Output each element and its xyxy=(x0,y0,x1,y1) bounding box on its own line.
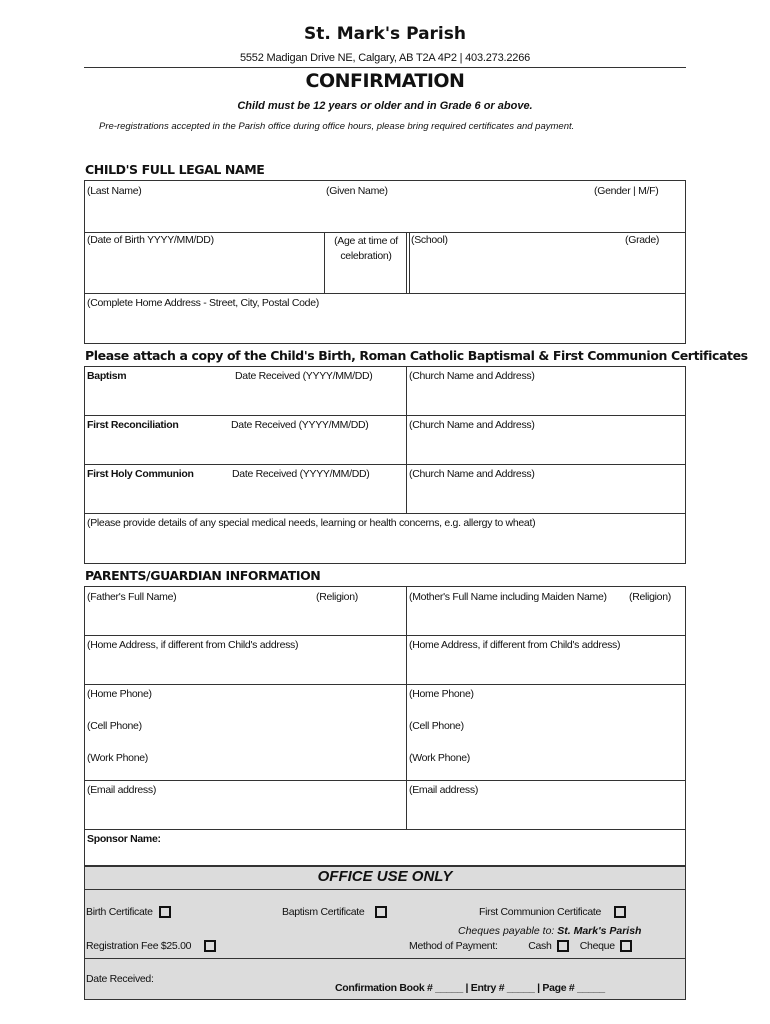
sacraments-box xyxy=(84,366,686,564)
registration-fee-label: Registration Fee $25.00 xyxy=(86,940,192,952)
reconciliation-label: First Reconciliation xyxy=(87,419,179,431)
baptism-certificate-item xyxy=(282,906,387,918)
baptism-certificate-label: Baptism Certificate xyxy=(282,906,365,918)
baptism-church-field[interactable]: (Church Name and Address) xyxy=(409,370,535,382)
divider xyxy=(84,889,686,890)
baptism-date-field[interactable]: Date Received (YYYY/MM/DD) xyxy=(235,370,373,382)
communion-certificate-label: First Communion Certificate xyxy=(479,906,602,918)
communion-church-field[interactable]: (Church Name and Address) xyxy=(409,468,535,480)
cheque-label: Cheque xyxy=(579,940,615,952)
cheques-prefix: Cheques payable to: xyxy=(458,925,558,937)
cheques-payable-note xyxy=(458,925,641,937)
father-work-phone-field[interactable]: (Work Phone) xyxy=(87,752,148,764)
cheque-checkbox[interactable] xyxy=(620,940,632,952)
father-cell-phone-field[interactable]: (Cell Phone) xyxy=(87,720,142,732)
grade-field[interactable]: (Grade) xyxy=(625,234,660,246)
office-use-title: OFFICE USE ONLY xyxy=(317,868,453,885)
parish-address: 5552 Madigan Drive NE, Calgary, AB T2A 4P2 | 403.273.2266 xyxy=(239,52,531,64)
child-section-heading: CHILD'S FULL LEGAL NAME xyxy=(85,162,265,177)
reconciliation-church-field[interactable]: (Church Name and Address) xyxy=(409,419,535,431)
school-field[interactable]: (School) xyxy=(411,234,448,246)
divider xyxy=(84,958,686,959)
cash-label: Cash xyxy=(528,940,552,952)
date-of-birth-field[interactable]: (Date of Birth YYYY/MM/DD) xyxy=(87,234,214,246)
divider xyxy=(409,232,410,293)
cash-checkbox[interactable] xyxy=(557,940,569,952)
divider xyxy=(324,232,325,293)
registration-fee-checkbox[interactable] xyxy=(204,940,216,952)
divider xyxy=(84,684,686,685)
payment-method-label: Method of Payment: xyxy=(409,940,498,952)
parish-title: St. Mark's Parish xyxy=(304,24,466,44)
communion-certificate-checkbox[interactable] xyxy=(614,906,626,918)
payment-method-item xyxy=(409,940,632,952)
birth-certificate-label: Birth Certificate xyxy=(86,906,153,918)
mother-religion-field[interactable]: (Religion) xyxy=(629,591,671,603)
divider xyxy=(84,780,686,781)
divider xyxy=(406,586,407,829)
cheques-payee: St. Mark's Parish xyxy=(557,925,642,937)
communion-certificate-item xyxy=(479,906,626,918)
communion-date-field[interactable]: Date Received (YYYY/MM/DD) xyxy=(232,468,370,480)
date-received-field[interactable]: Date Received: xyxy=(86,973,154,985)
divider xyxy=(84,829,686,830)
divider xyxy=(406,366,407,513)
age-field[interactable]: (Age at time of celebration) xyxy=(334,235,398,262)
preregistration-note: Pre-registrations accepted in the Parish office during office hours, please bring required certificates and payment. xyxy=(99,121,575,132)
confirmation-book-line[interactable]: Confirmation Book # _____ | Entry # _____ | Page # _____ xyxy=(335,982,605,994)
mother-name-field[interactable]: (Mother's Full Name including Maiden Name) xyxy=(409,591,607,603)
baptism-certificate-checkbox[interactable] xyxy=(375,906,387,918)
father-email-field[interactable]: (Email address) xyxy=(87,784,157,796)
divider xyxy=(406,232,407,293)
reconciliation-date-field[interactable]: Date Received (YYYY/MM/DD) xyxy=(231,419,369,431)
parents-box xyxy=(84,586,686,866)
mother-work-phone-field[interactable]: (Work Phone) xyxy=(409,752,470,764)
father-religion-field[interactable]: (Religion) xyxy=(316,591,358,603)
father-name-field[interactable]: (Father's Full Name) xyxy=(87,591,177,603)
father-address-field[interactable]: (Home Address, if different from Child's address) xyxy=(87,639,299,651)
form-title: CONFIRMATION xyxy=(305,70,465,92)
parents-heading: PARENTS/GUARDIAN INFORMATION xyxy=(85,568,321,583)
communion-label: First Holy Communion xyxy=(87,468,194,480)
sponsor-name-field[interactable]: Sponsor Name: xyxy=(87,833,161,845)
mother-email-field[interactable]: (Email address) xyxy=(409,784,479,796)
home-address-field[interactable]: (Complete Home Address - Street, City, Postal Code) xyxy=(87,297,319,309)
divider xyxy=(84,635,686,636)
mother-cell-phone-field[interactable]: (Cell Phone) xyxy=(409,720,464,732)
registration-fee-item xyxy=(86,940,216,952)
certificates-heading: Please attach a copy of the Child's Birth, Roman Catholic Baptismal & First Communion Certificates xyxy=(85,348,748,363)
header-divider xyxy=(84,67,686,68)
divider xyxy=(84,464,686,465)
mother-home-phone-field[interactable]: (Home Phone) xyxy=(409,688,474,700)
gender-field[interactable]: (Gender | M/F) xyxy=(594,185,659,197)
last-name-field[interactable]: (Last Name) xyxy=(87,185,142,197)
divider xyxy=(84,232,686,233)
father-home-phone-field[interactable]: (Home Phone) xyxy=(87,688,152,700)
given-name-field[interactable]: (Given Name) xyxy=(326,185,388,197)
birth-certificate-item xyxy=(86,906,171,918)
baptism-label: Baptism xyxy=(87,370,127,382)
divider xyxy=(84,513,686,514)
mother-address-field[interactable]: (Home Address, if different from Child's address) xyxy=(409,639,621,651)
divider xyxy=(84,293,686,294)
medical-needs-field[interactable]: (Please provide details of any special medical needs, learning or health concerns, e.g. allergy to wheat) xyxy=(87,517,536,529)
age-requirement: Child must be 12 years or older and in Grade 6 or above. xyxy=(237,100,533,112)
divider xyxy=(84,415,686,416)
birth-certificate-checkbox[interactable] xyxy=(159,906,171,918)
